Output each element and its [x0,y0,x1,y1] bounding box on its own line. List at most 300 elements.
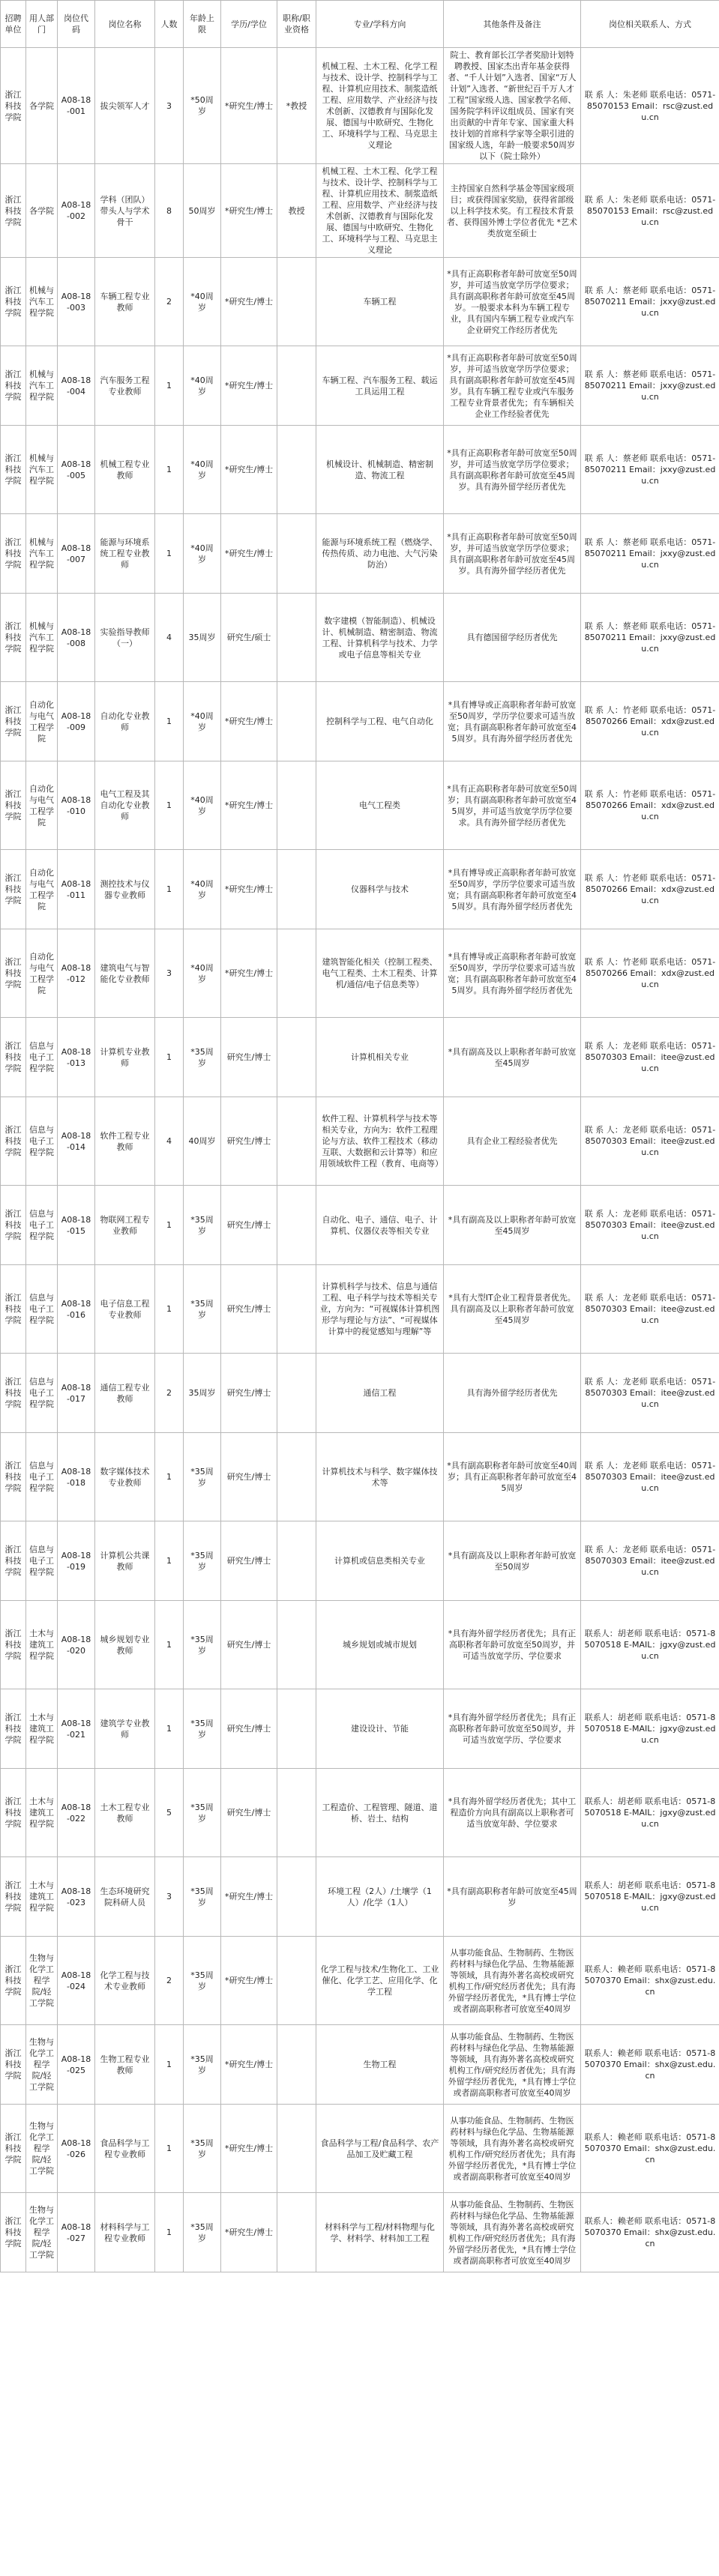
cell-major: 仪器科学与技术 [316,850,444,929]
cell-name: 计算机专业教师 [95,1018,155,1097]
cell-edu: *研究生/博士 [221,258,277,346]
cell-age: *35周岁 [184,1857,221,1937]
cell-contact: 联系人：赖老师 联系电话：0571-85070370 Email：shx@zust.edu.cn [581,1937,719,2025]
cell-edu: *研究生/博士 [221,2105,277,2193]
cell-title [277,761,316,850]
cell-title [277,1354,316,1433]
cell-edu: 研究生/博士 [221,1186,277,1265]
cell-edu: *研究生/博士 [221,426,277,514]
cell-name: 化学工程与技术专业教师 [95,1937,155,2025]
cell-age: *40周岁 [184,346,221,426]
cell-unit: 浙江科技学院 [1,1937,26,2025]
table-row [1,1689,719,1769]
cell-code: A08-18-005 [58,426,95,514]
col-header-code: 岗位代码 [58,1,95,48]
cell-unit: 浙江科技学院 [1,1433,26,1521]
cell-unit: 浙江科技学院 [1,1601,26,1689]
cell-dept: 生物与化学工程学院/轻工学院 [26,2025,58,2105]
cell-req: 主持国家自然科学基金等国家级项目；或获得国家奖励，获得省部级以上科学技术奖。有工程技术背景者、获得国外博士学位者优先 *艺术类放宽至硕士 [444,164,581,258]
cell-contact: 联系人：胡老师 联系电话：0571-85070518 E-MAIL：jgxy@zust.edu.cn [581,1601,719,1689]
cell-req: *具有博导或正高职称者年龄可放宽至50周岁，学历学位要求可适当放宽；具有副高职称者年龄可放宽至45周岁。具有海外留学经历者优先 [444,850,581,929]
cell-req: *具有正高职称者年龄可放宽至50周岁，并可适当放宽学历学位要求；具有副高职称者年龄可放宽至45周岁。一般要求本科为车辆工程专业，具有国内车辆工程专业或汽车企业研究工作经历者优先 [444,258,581,346]
cell-req: *具有正高职称者年龄可放宽至50周岁，并可适当放宽学历学位要求；具有副高职称者年龄可放宽至45周岁。具有海外留学经历者优先 [444,426,581,514]
cell-major: 建筑智能化相关（控制工程类、电气工程类、土木工程类、计算机/通信/电子信息类等） [316,929,444,1018]
cell-req: *具有副高及以上职称者年龄可放宽至45周岁 [444,1186,581,1265]
cell-unit: 浙江科技学院 [1,850,26,929]
cell-title [277,594,316,682]
cell-name: 通信工程专业教师 [95,1354,155,1433]
cell-edu: *研究生/博士 [221,2193,277,2272]
cell-dept: 信息与电子工程学院 [26,1265,58,1354]
cell-code: A08-18-014 [58,1097,95,1186]
cell-req: *具有正高职称者年龄可放宽至50周岁；具有副高职称者年龄可放宽至45周岁，并可适当放宽学历学位要求。具有海外留学经历者优先 [444,761,581,850]
cell-major: 食品科学与工程/食品科学、农产品加工及贮藏工程 [316,2105,444,2193]
cell-num: 1 [155,2193,184,2272]
cell-title [277,2025,316,2105]
cell-dept: 机械与汽车工程学院 [26,514,58,594]
table-row [1,1433,719,1521]
cell-contact: 联 系 人：蔡老师 联系电话：0571-85070211 Email：jxxy@zust.edu.cn [581,514,719,594]
cell-edu: *研究生/博士 [221,850,277,929]
table-row [1,929,719,1018]
cell-num: 3 [155,1857,184,1937]
col-header-major: 专业/学科方向 [316,1,444,48]
cell-name: 学科（团队）带头人与学术骨干 [95,164,155,258]
cell-num: 1 [155,1018,184,1097]
cell-contact: 联 系 人：蔡老师 联系电话：0571-85070211 Email：jxxy@zust.edu.cn [581,258,719,346]
cell-unit: 浙江科技学院 [1,1689,26,1769]
table-row [1,1018,719,1097]
cell-req: *具有副高职称者年龄可放宽至45周岁 [444,1857,581,1937]
cell-req: *具有副高及以上职称者年龄可放宽至45周岁 [444,1018,581,1097]
table-row [1,1097,719,1186]
cell-unit: 浙江科技学院 [1,682,26,761]
cell-code: A08-18-011 [58,850,95,929]
cell-title [277,1857,316,1937]
cell-code: A08-18-009 [58,682,95,761]
cell-code: A08-18-022 [58,1769,95,1857]
cell-contact: 联 系 人：竹老师 联系电话：0571-85070266 Email：xdx@zust.edu.cn [581,682,719,761]
cell-name: 建筑学专业教师 [95,1689,155,1769]
cell-age: *40周岁 [184,682,221,761]
cell-edu: 研究生/博士 [221,1018,277,1097]
cell-req: 从事功能食品、生物制药、生物医药材料与绿色化学品、生物基能源等领域，具有海外著名高校或研究机构工作/研究经历者优先；具有海外留学经历者优先，*具有博士学位或者副高职称者可放宽至40周岁 [444,2193,581,2272]
cell-age: *35周岁 [184,1601,221,1689]
cell-unit: 浙江科技学院 [1,514,26,594]
cell-req: *具有博导或正高职称者年龄可放宽至50周岁，学历学位要求可适当放宽；具有副高职称者年龄可放宽至45周岁。具有海外留学经历者优先 [444,929,581,1018]
cell-dept: 机械与汽车工程学院 [26,594,58,682]
cell-title [277,1097,316,1186]
cell-major: 计算机或信息类相关专业 [316,1521,444,1601]
cell-num: 1 [155,1186,184,1265]
cell-code: A08-18-021 [58,1689,95,1769]
cell-major: 软件工程、计算机科学与技术等相关专业，方向为：软件工程理论与方法、软件工程技术（移动互联、大数据和云计算等）和应用领域软件工程（教育、电商等） [316,1097,444,1186]
cell-dept: 生物与化学工程学院/轻工学院 [26,2105,58,2193]
cell-name: 汽车服务工程专业教师 [95,346,155,426]
cell-num: 1 [155,1689,184,1769]
cell-req: 具有海外留学经历者优先 [444,1354,581,1433]
table-row [1,164,719,258]
col-header-name: 岗位名称 [95,1,155,48]
cell-num: 1 [155,426,184,514]
cell-contact: 联 系 人：朱老师 联系电话：0571-85070153 Email：rsc@zust.edu.cn [581,48,719,164]
cell-unit: 浙江科技学院 [1,1186,26,1265]
cell-edu: 研究生/博士 [221,1354,277,1433]
cell-contact: 联 系 人：蔡老师 联系电话：0571-85070211 Email：jxxy@zust.edu.cn [581,346,719,426]
cell-code: A08-18-027 [58,2193,95,2272]
cell-num: 1 [155,1265,184,1354]
cell-major: 工程造价、工程管理、隧道、道桥、岩土、结构 [316,1769,444,1857]
cell-age: *35周岁 [184,1265,221,1354]
cell-req: 院士、教育部长江学者奖励计划特聘教授、国家杰出青年基金获得者、“千人计划”入选者、国家“万人计划”入选者、“新世纪百千万人才工程”国家级人选、国家教学名师、国务院学科评议组成员、国家有突出贡献的中青年专家、国家重大科技计划的首席科学家等全职引进的国家级人选，年龄一般要求50周岁以下（院士除外） [444,48,581,164]
cell-req: 具有德国留学经历者优先 [444,594,581,682]
cell-contact: 联 系 人：蔡老师 联系电话：0571-85070211 Email：jxxy@zust.edu.cn [581,426,719,514]
cell-unit: 浙江科技学院 [1,2105,26,2193]
table-row [1,1937,719,2025]
cell-num: 8 [155,164,184,258]
cell-title [277,514,316,594]
cell-code: A08-18-017 [58,1354,95,1433]
cell-contact: 联系人：胡老师 联系电话：0571-85070518 E-MAIL：jgxy@zust.edu.cn [581,1769,719,1857]
cell-age: 40周岁 [184,1097,221,1186]
cell-num: 1 [155,2105,184,2193]
cell-contact: 联 系 人：蔡老师 联系电话：0571-85070211 Email：jxxy@zust.edu.cn [581,594,719,682]
cell-num: 4 [155,1097,184,1186]
cell-unit: 浙江科技学院 [1,929,26,1018]
cell-contact: 联 系 人：龙老师 联系电话：0571-85070303 Email：itee@zust.edu.cn [581,1265,719,1354]
cell-code: A08-18-019 [58,1521,95,1601]
col-header-num: 人数 [155,1,184,48]
cell-req: *具有海外留学经历者优先；具有正高职称者年龄可放宽至50周岁，并可适当放宽学历、学位要求 [444,1601,581,1689]
cell-unit: 浙江科技学院 [1,346,26,426]
cell-dept: 信息与电子工程学院 [26,1097,58,1186]
cell-title [277,2193,316,2272]
cell-req: *具有海外留学经历者优先；其中工程造价方向具有副高以上职称者可适当放宽年龄、学位要求 [444,1769,581,1857]
cell-age: *35周岁 [184,1937,221,2025]
cell-age: *35周岁 [184,1018,221,1097]
cell-major: 自动化、电子、通信、电子、计算机、仪器仪表等相关专业 [316,1186,444,1265]
cell-edu: *研究生/博士 [221,929,277,1018]
cell-req: *具有大型IT企业工程背景者优先。具有副高及以上职称者年龄可放宽至45周岁 [444,1265,581,1354]
cell-unit: 浙江科技学院 [1,1354,26,1433]
cell-req: *具有博导或正高职称者年龄可放宽至50周岁，学历学位要求可适当放宽；具有副高职称者年龄可放宽至45周岁。具有海外留学经历者优先 [444,682,581,761]
cell-unit: 浙江科技学院 [1,1097,26,1186]
cell-age: *35周岁 [184,1433,221,1521]
cell-name: 数字媒体技术专业教师 [95,1433,155,1521]
cell-title [277,426,316,514]
cell-num: 3 [155,48,184,164]
table-row [1,761,719,850]
cell-dept: 各学院 [26,48,58,164]
cell-edu: *研究生/博士 [221,514,277,594]
cell-code: A08-18-013 [58,1018,95,1097]
cell-edu: 研究生/博士 [221,1521,277,1601]
cell-major: 化学工程与技术/生物化工、工业催化、化学工艺、应用化学、化学工程 [316,1937,444,2025]
cell-name: 城乡规划专业教师 [95,1601,155,1689]
cell-age: 35周岁 [184,594,221,682]
cell-num: 1 [155,1601,184,1689]
cell-unit: 浙江科技学院 [1,2025,26,2105]
table-row [1,1265,719,1354]
cell-num: 1 [155,1521,184,1601]
cell-dept: 生物与化学工程学院/轻工学院 [26,2193,58,2272]
cell-unit: 浙江科技学院 [1,1018,26,1097]
cell-req: 从事功能食品、生物制药、生物医药材料与绿色化学品、生物基能源等领域，具有海外著名高校或研究机构工作/研究经历者优先；具有海外留学经历者优先，*具有博士学位或者副高职称者可放宽至40周岁 [444,1937,581,2025]
cell-major: 计算机相关专业 [316,1018,444,1097]
cell-major: 能源与环境系统工程（燃烧学、传热传质、动力电池、大气污染防治） [316,514,444,594]
table-row [1,1521,719,1601]
cell-title [277,1265,316,1354]
cell-code: A08-18-012 [58,929,95,1018]
table-row [1,48,719,164]
cell-unit: 浙江科技学院 [1,1769,26,1857]
cell-major: 材料科学与工程/材料物理与化学、材料学、材料加工工程 [316,2193,444,2272]
cell-req: 具有企业工程经验者优先 [444,1097,581,1186]
cell-title [277,682,316,761]
cell-edu: *研究生/博士 [221,1937,277,2025]
cell-name: 车辆工程专业教师 [95,258,155,346]
cell-age: *40周岁 [184,929,221,1018]
cell-name: 食品科学与工程专业教师 [95,2105,155,2193]
cell-edu: 研究生/博士 [221,1769,277,1857]
cell-code: A08-18-016 [58,1265,95,1354]
cell-code: A08-18-018 [58,1433,95,1521]
cell-name: 物联网工程专业教师 [95,1186,155,1265]
cell-major: 机械工程、土木工程、化学工程与技术、设计学、控制科学与工程、计算机应用技术、制浆造纸工程、应用数学、产业经济与技术创新、汉德教育与国际化发展、德国与中欧研究、生物化工、环境科学与工程、马克思主义理论 [316,164,444,258]
cell-name: 软件工程专业教师 [95,1097,155,1186]
cell-major: 机械工程、土木工程、化学工程与技术、设计学、控制科学与工程、计算机应用技术、制浆造纸工程、应用数学、产业经济与技术创新、汉德教育与国际化发展、德国与中欧研究、生物化工、环境科学与工程、马克思主义理论 [316,48,444,164]
cell-unit: 浙江科技学院 [1,1521,26,1601]
cell-num: 3 [155,929,184,1018]
cell-num: 1 [155,761,184,850]
cell-dept: 生物与化学工程学院/轻工学院 [26,1937,58,2025]
cell-contact: 联系人：赖老师 联系电话：0571-85070370 Email：shx@zust.edu.cn [581,2193,719,2272]
cell-code: A08-18-002 [58,164,95,258]
cell-title [277,1689,316,1769]
table-row [1,2193,719,2272]
cell-unit: 浙江科技学院 [1,594,26,682]
cell-code: A08-18-007 [58,514,95,594]
table-row [1,514,719,594]
cell-edu: *研究生/博士 [221,346,277,426]
cell-num: 1 [155,850,184,929]
cell-code: A08-18-020 [58,1601,95,1689]
table-row [1,258,719,346]
cell-age: *40周岁 [184,850,221,929]
cell-major: 环境工程（2人）/土壤学（1人）/化学（1人） [316,1857,444,1937]
cell-age: *35周岁 [184,1769,221,1857]
table-row [1,682,719,761]
cell-age: 50周岁 [184,164,221,258]
cell-dept: 信息与电子工程学院 [26,1018,58,1097]
cell-req: *具有正高职称者年龄可放宽至50周岁，并可适当放宽学历学位要求；具有副高职称者年龄可放宽至45周岁。具有海外留学经历者优先 [444,514,581,594]
cell-edu: 研究生/博士 [221,1433,277,1521]
cell-name: 自动化专业教师 [95,682,155,761]
cell-dept: 自动化与电气工程学院 [26,850,58,929]
cell-contact: 联 系 人：龙老师 联系电话：0571-85070303 Email：itee@zust.edu.cn [581,1433,719,1521]
cell-dept: 自动化与电气工程学院 [26,682,58,761]
table-row [1,1354,719,1433]
cell-code: A08-18-015 [58,1186,95,1265]
cell-title [277,1769,316,1857]
cell-age: *35周岁 [184,2193,221,2272]
cell-title: *教授 [277,48,316,164]
cell-title [277,1186,316,1265]
cell-major: 控制科学与工程、电气自动化 [316,682,444,761]
cell-name: 拔尖领军人才 [95,48,155,164]
cell-dept: 机械与汽车工程学院 [26,426,58,514]
table-row [1,2025,719,2105]
cell-edu: *研究生/博士 [221,1857,277,1937]
cell-major: 通信工程 [316,1354,444,1433]
cell-req: *具有副高职称者年龄可放宽至40周岁；具有正高职称者年龄可放宽至45周岁 [444,1433,581,1521]
col-header-req: 其他条件及备注 [444,1,581,48]
cell-num: 2 [155,258,184,346]
cell-name: 生物工程专业教师 [95,2025,155,2105]
cell-dept: 信息与电子工程学院 [26,1186,58,1265]
col-header-title: 职称/职业资格 [277,1,316,48]
table-row [1,346,719,426]
cell-major: 生物工程 [316,2025,444,2105]
cell-age: *35周岁 [184,1521,221,1601]
cell-contact: 联 系 人：龙老师 联系电话：0571-85070303 Email：itee@zust.edu.cn [581,1354,719,1433]
cell-title [277,1601,316,1689]
cell-num: 2 [155,1354,184,1433]
cell-age: *40周岁 [184,426,221,514]
cell-title [277,850,316,929]
table-row [1,426,719,514]
cell-edu: 研究生/博士 [221,1689,277,1769]
cell-contact: 联 系 人：龙老师 联系电话：0571-85070303 Email：itee@zust.edu.cn [581,1521,719,1601]
cell-major: 数字建模（智能制造）、机械设计、机械制造、精密制造、物流工程、计算机科学与技术、力学或电子信息等相关专业 [316,594,444,682]
cell-name: 机械工程专业教师 [95,426,155,514]
cell-num: 5 [155,1769,184,1857]
cell-unit: 浙江科技学院 [1,164,26,258]
cell-major: 城乡规划或城市规划 [316,1601,444,1689]
col-header-contact: 岗位相关联系人、方式 [581,1,719,48]
cell-title [277,1433,316,1521]
cell-req: *具有副高及以上职称者年龄可放宽至50周岁 [444,1521,581,1601]
cell-dept: 土木与建筑工程学院 [26,1601,58,1689]
cell-unit: 浙江科技学院 [1,426,26,514]
cell-contact: 联系人：胡老师 联系电话：0571-85070518 E-MAIL：jgxy@zust.edu.cn [581,1689,719,1769]
cell-req: 从事功能食品、生物制药、生物医药材料与绿色化学品、生物基能源等领域，具有海外著名高校或研究机构工作/研究经历者优先；具有海外留学经历者优先，*具有博士学位或者副高职称者可放宽至40周岁 [444,2105,581,2193]
cell-edu: 研究生/硕士 [221,594,277,682]
cell-title [277,1521,316,1601]
cell-req: 从事功能食品、生物制药、生物医药材料与绿色化学品、生物基能源等领域，具有海外著名高校或研究机构工作/研究经历者优先；具有海外留学经历者优先，*具有博士学位或者副高职称者可放宽至40周岁 [444,2025,581,2105]
cell-edu: 研究生/博士 [221,1601,277,1689]
col-header-dept: 用人部门 [26,1,58,48]
cell-dept: 自动化与电气工程学院 [26,761,58,850]
cell-name: 实验指导教师（一） [95,594,155,682]
cell-dept: 机械与汽车工程学院 [26,346,58,426]
cell-unit: 浙江科技学院 [1,761,26,850]
table-row [1,1769,719,1857]
cell-contact: 联 系 人：竹老师 联系电话：0571-85070266 Email：xdx@zust.edu.cn [581,761,719,850]
cell-req: *具有正高职称者年龄可放宽至50周岁，并可适当放宽学历学位要求；具有副高职称者年龄可放宽至45周岁。具有车辆工程专业或汽车服务工程专业背景者优先；有车辆相关企业工作经验者优先 [444,346,581,426]
cell-title [277,929,316,1018]
cell-major: 计算机科学与技术、信息与通信工程、电子科学与技术等相关专业，方向为：“可视媒体计算机图形学与理论与方法”、“可视媒体计算中的视觉感知与理解”等 [316,1265,444,1354]
cell-req: *具有海外留学经历者优先；具有正高职称者年龄可放宽至50周岁，并可适当放宽学历、学位要求 [444,1689,581,1769]
cell-major: 建设设计、节能 [316,1689,444,1769]
table-row [1,1601,719,1689]
cell-age: *35周岁 [184,2105,221,2193]
cell-title: 教授 [277,164,316,258]
cell-age: 35周岁 [184,1354,221,1433]
col-header-unit: 招聘单位 [1,1,26,48]
cell-age: *35周岁 [184,1689,221,1769]
cell-contact: 联 系 人：龙老师 联系电话：0571-85070303 Email：itee@zust.edu.cn [581,1018,719,1097]
cell-unit: 浙江科技学院 [1,48,26,164]
cell-edu: *研究生/博士 [221,682,277,761]
table-header-row [1,1,719,48]
table-row [1,2105,719,2193]
cell-dept: 信息与电子工程学院 [26,1354,58,1433]
cell-name: 生态环境研究院科研人员 [95,1857,155,1937]
cell-age: *50周岁 [184,48,221,164]
col-header-age: 年龄上限 [184,1,221,48]
cell-title [277,2105,316,2193]
cell-major: 机械设计、机械制造、精密制造、物流工程 [316,426,444,514]
cell-edu: 研究生/博士 [221,1265,277,1354]
cell-contact: 联系人：胡老师 联系电话：0571-85070518 E-MAIL：jgxy@zust.edu.cn [581,1857,719,1937]
cell-contact: 联系人：赖老师 联系电话：0571-85070370 Email：shx@zust.edu.cn [581,2105,719,2193]
cell-name: 土木工程专业教师 [95,1769,155,1857]
cell-dept: 各学院 [26,164,58,258]
table-row [1,1857,719,1937]
cell-name: 测控技术与仪器专业教师 [95,850,155,929]
cell-name: 电气工程及其自动化专业教师 [95,761,155,850]
cell-num: 1 [155,1433,184,1521]
cell-edu: *研究生/博士 [221,48,277,164]
col-header-edu: 学历/学位 [221,1,277,48]
cell-code: A08-18-001 [58,48,95,164]
cell-code: A08-18-003 [58,258,95,346]
cell-edu: *研究生/博士 [221,2025,277,2105]
cell-dept: 自动化与电气工程学院 [26,929,58,1018]
cell-code: A08-18-025 [58,2025,95,2105]
cell-contact: 联 系 人：朱老师 联系电话：0571-85070153 Email：rsc@zust.edu.cn [581,164,719,258]
cell-num: 4 [155,594,184,682]
cell-unit: 浙江科技学院 [1,1857,26,1937]
cell-edu: 研究生/博士 [221,1097,277,1186]
cell-edu: *研究生/博士 [221,164,277,258]
cell-name: 能源与环境系统工程专业教师 [95,514,155,594]
cell-contact: 联 系 人：龙老师 联系电话：0571-85070303 Email：itee@zust.edu.cn [581,1186,719,1265]
cell-code: A08-18-026 [58,2105,95,2193]
cell-contact: 联 系 人：竹老师 联系电话：0571-85070266 Email：xdx@zust.edu.cn [581,850,719,929]
cell-num: 1 [155,346,184,426]
cell-unit: 浙江科技学院 [1,258,26,346]
table-row [1,850,719,929]
cell-age: *40周岁 [184,761,221,850]
cell-num: 1 [155,682,184,761]
cell-code: A08-18-004 [58,346,95,426]
cell-major: 车辆工程 [316,258,444,346]
cell-title [277,1018,316,1097]
cell-dept: 信息与电子工程学院 [26,1521,58,1601]
cell-dept: 信息与电子工程学院 [26,1433,58,1521]
cell-title [277,346,316,426]
cell-major: 车辆工程、汽车服务工程、载运工具运用工程 [316,346,444,426]
cell-age: *35周岁 [184,2025,221,2105]
cell-num: 1 [155,514,184,594]
cell-age: *35周岁 [184,1186,221,1265]
cell-title [277,258,316,346]
cell-unit: 浙江科技学院 [1,2193,26,2272]
cell-num: 2 [155,1937,184,2025]
cell-name: 材料科学与工程专业教师 [95,2193,155,2272]
